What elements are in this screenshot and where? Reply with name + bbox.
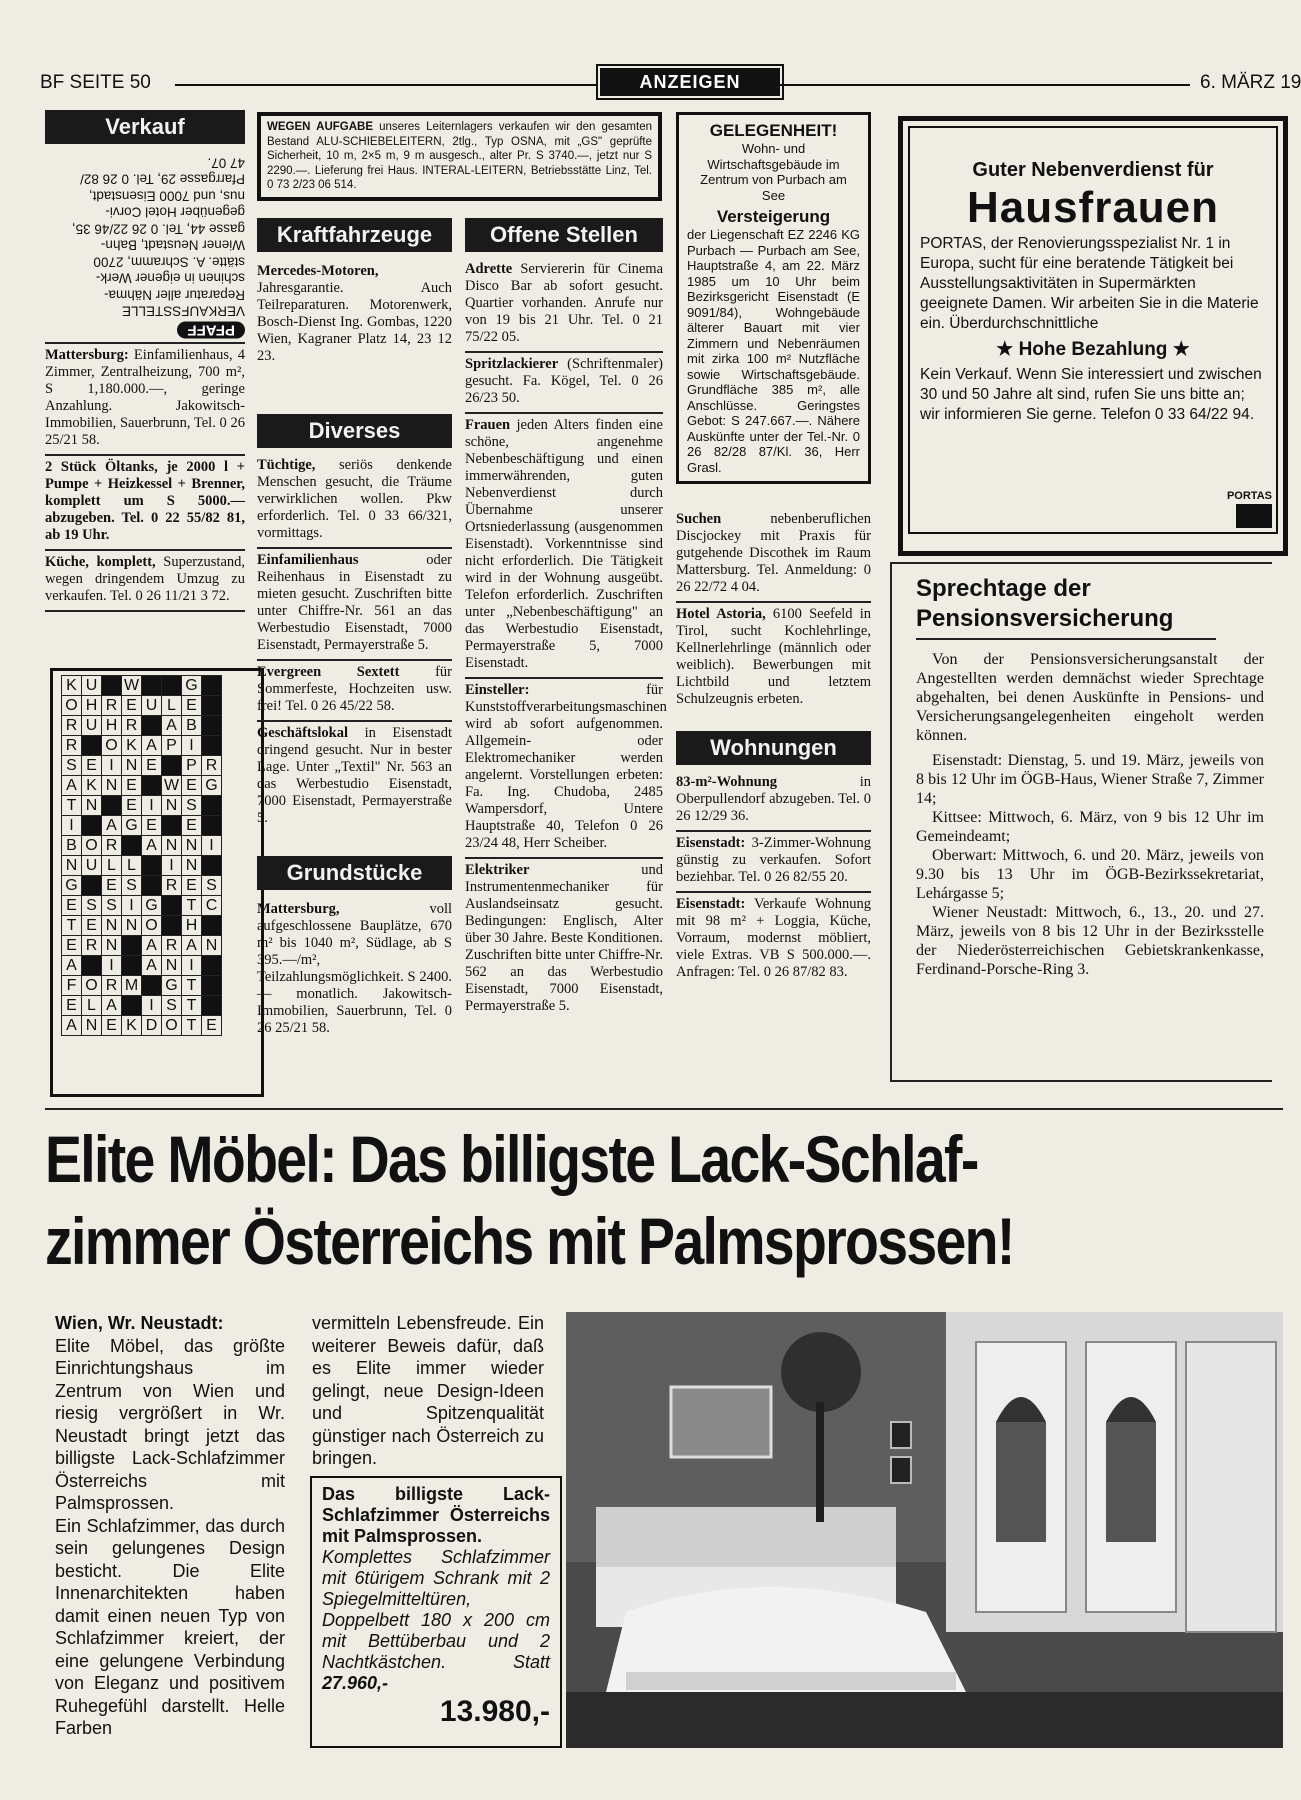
bedroom-illustration bbox=[566, 1312, 1283, 1748]
crossword-cell: N bbox=[62, 856, 82, 876]
crossword-row bbox=[62, 1016, 222, 1036]
elite-text-col1 bbox=[55, 1312, 285, 1740]
elite-box-description: Komplettes Schlafzimmer mit 6türigem Schrank mit 2 Spiegelmitteltüren, Doppelbett 180 x 200 cm mit Bettüberbau und 2 Nachtkästchen. Statt bbox=[322, 1547, 550, 1672]
elite-paragraph: Ein Schlafzimmer, das durch sein gelungenes Design besticht. Die Elite Innenarchitekten haben damit einen neuen Typ von Schlafzimmer kreiert, der eine gelungene Verbindung von Eleganz und positivem Ruhegefühl darstellt. Helle Farben bbox=[55, 1515, 285, 1738]
crossword-cell: N bbox=[82, 1016, 102, 1036]
pfaff-line: Pfarrgasse 29, Tel. 0 26 82/ bbox=[80, 172, 245, 187]
classified-ad bbox=[45, 551, 245, 610]
crossword-cell: E bbox=[102, 876, 122, 896]
portas-body-2: Kein Verkauf. Wenn Sie interessiert und zwischen 30 und 50 Jahre alt sind, rufen Sie uns bitte an; wir informieren Sie gerne. Telefon 0 33 64/22 94. bbox=[920, 366, 1262, 423]
crossword-cell: E bbox=[62, 936, 82, 956]
crossword-cell: N bbox=[102, 936, 122, 956]
crossword-black-cell bbox=[82, 956, 102, 976]
crossword-row bbox=[62, 896, 222, 916]
crossword-cell: K bbox=[82, 776, 102, 796]
crossword-row bbox=[62, 736, 222, 756]
crossword-cell: I bbox=[62, 816, 82, 836]
ad-lead: Elektriker bbox=[465, 862, 530, 878]
crossword-cell: O bbox=[162, 1016, 182, 1036]
ad-body: für Kunststoffverarbeitungsmaschinen wird ab sofort aufgenommen. Allgemein- oder Elektromechaniker werden angelernt. Vorstellungen erbeten: Fa. Ing. Chudoba, 2485 Wampersdorf, Untere Hauptstraße 40, Telefon 0 26 23/24 48, Herr Scheiber. bbox=[465, 682, 667, 851]
crossword-cell: R bbox=[162, 936, 182, 956]
crossword-cell: R bbox=[122, 716, 142, 736]
ad-lead: 2 Stück Öltanks, je 2000 l + Pumpe + Heizkessel + Brenner, komplett um S 5000.— abzugeben. Tel. 0 22 55/82 81, ab 19 Uhr. bbox=[45, 458, 245, 543]
crossword-cell: S bbox=[202, 876, 222, 896]
crossword-row bbox=[62, 796, 222, 816]
crossword-cell: B bbox=[62, 836, 82, 856]
crossword-cell: R bbox=[202, 756, 222, 776]
ad-lead: Hotel Astoria, bbox=[676, 606, 766, 622]
crossword-cell: E bbox=[62, 996, 82, 1016]
crossword-cell: I bbox=[142, 996, 162, 1016]
classified-ad bbox=[465, 414, 663, 677]
crossword-black-cell bbox=[162, 896, 182, 916]
crossword-cell: T bbox=[62, 916, 82, 936]
pfaff-line: nus, und 7000 Eisenstadt, bbox=[88, 188, 245, 204]
ad-body: voll aufgeschlossene Bauplätze, 670 m² bis 1040 m², Südlage, ab S 395.—/m², Teilzahlungsmöglichkeit. S 2400.— monatlich. Jakowitsch-Immobilien, Sauerbrunn, Tel. 0 26 25/21 58. bbox=[257, 901, 452, 1036]
elite-headline bbox=[45, 1118, 1283, 1298]
crossword-cell: N bbox=[102, 916, 122, 936]
ad-lead: Frauen bbox=[465, 417, 511, 433]
crossword-cell: U bbox=[82, 716, 102, 736]
crossword-black-cell bbox=[202, 736, 222, 756]
crossword-black-cell bbox=[142, 676, 162, 696]
ad-separator bbox=[45, 610, 245, 612]
crossword-cell: S bbox=[182, 796, 202, 816]
crossword-black-cell bbox=[142, 716, 162, 736]
crossword-cell: N bbox=[182, 856, 202, 876]
classified-ad bbox=[45, 344, 245, 454]
ad-lead: Mercedes-Motoren, bbox=[257, 263, 379, 279]
crossword-cell: H bbox=[102, 716, 122, 736]
crossword-cell: T bbox=[182, 896, 202, 916]
crossword-cell: I bbox=[142, 796, 162, 816]
crossword-row bbox=[62, 856, 222, 876]
crossword-cell: E bbox=[122, 796, 142, 816]
ad-body: Einfamilienhaus, 4 Zimmer, Zentralheizung, 700 m², S 1,180.000.—, geringe Anzahlung. Jakowitsch-Immobilien, Sauerbrunn, Tel. 0 26 25/21 58. bbox=[45, 346, 245, 448]
pension-title: Sprechtage der Pensionsversicherung bbox=[916, 574, 1216, 640]
crossword-cell: I bbox=[202, 836, 222, 856]
crossword-cell: E bbox=[142, 816, 162, 836]
portas-inner bbox=[908, 126, 1278, 534]
crossword-black-cell bbox=[142, 856, 162, 876]
crossword-row bbox=[62, 716, 222, 736]
elite-dateline: Wien, Wr. Neustadt: bbox=[55, 1313, 224, 1333]
elite-paragraph: Elite Möbel, das größte Einrichtungshaus im Zentrum von Wien und riesig vergrößert in Wr. Neustadt bringt jetzt das billigste Lack-Schlafzimmer Österreichs mit Palmsprossen. bbox=[55, 1335, 285, 1513]
crossword-cell: M bbox=[122, 976, 142, 996]
crossword-black-cell bbox=[122, 996, 142, 1016]
crossword-row bbox=[62, 876, 222, 896]
crossword-cell: R bbox=[62, 716, 82, 736]
crossword-black-cell bbox=[202, 976, 222, 996]
crossword-cell: G bbox=[182, 676, 202, 696]
ad-body: seriös denkende Menschen gesucht, die Träume verwirklichen wollen. Pkw erforderlich. Tel. 0 33 66/321, vormittags. bbox=[257, 457, 452, 541]
crossword-row bbox=[62, 816, 222, 836]
bedroom-photo bbox=[566, 1312, 1283, 1748]
crossword-grid bbox=[61, 675, 222, 1036]
ad-lead: Evergreen Sextett bbox=[257, 664, 400, 680]
elite-old-price: 27.960,- bbox=[322, 1673, 389, 1693]
crossword-black-cell bbox=[82, 816, 102, 836]
crossword-row bbox=[62, 756, 222, 776]
crossword-cell: O bbox=[62, 696, 82, 716]
crossword-cell: A bbox=[62, 776, 82, 796]
ad-lead: Einsteller: bbox=[465, 682, 530, 698]
crossword-cell: I bbox=[102, 956, 122, 976]
classified-ad bbox=[465, 679, 667, 857]
crossword-cell: R bbox=[102, 836, 122, 856]
crossword-cell: I bbox=[182, 956, 202, 976]
crossword-cell: N bbox=[182, 836, 202, 856]
ad-body: (Schriftenmaler) gesucht. Fa. Kögel, Tel. 0 26 26/23 50. bbox=[465, 356, 663, 406]
classified-ad bbox=[257, 260, 452, 370]
ad-lead: Spritzlackierer bbox=[465, 356, 559, 372]
crossword-black-cell bbox=[102, 676, 122, 696]
classified-ad bbox=[257, 454, 452, 547]
crossword-cell: L bbox=[82, 996, 102, 1016]
ad-lead: Suchen bbox=[676, 511, 722, 527]
crossword-cell: S bbox=[122, 876, 142, 896]
crossword-cell: K bbox=[122, 736, 142, 756]
ad-lead: Mattersburg: bbox=[45, 346, 129, 363]
ad-body: jeden Alters finden eine schöne, angenehme Nebenbeschäftigung und einen immerwährenden, guten Nebenverdienst durch Übernahme unserer Ortsniederlassung (ausgenommen Eisenstadt). Vorkenntnisse sind nicht erforderlich. Die Tätigkeit wird in der Wohnung ausgeübt. Telefon erforderlich. Zuschriften unter „Nebenbeschäftigung" an das Werbestudio Eisenstadt, Permayerstraße 5, 7000 Eisenstadt. bbox=[465, 417, 663, 671]
crossword-cell: N bbox=[162, 956, 182, 976]
section-heading-diverses: Diverses bbox=[257, 414, 452, 448]
crossword-cell: E bbox=[182, 696, 202, 716]
crossword-cell: T bbox=[62, 796, 82, 816]
crossword-cell: N bbox=[122, 756, 142, 776]
crossword-cell: U bbox=[82, 676, 102, 696]
classified-ad bbox=[257, 898, 452, 1042]
versteigerung-box bbox=[676, 112, 871, 484]
elite-headline-line1: Elite Möbel: Das billigste Lack-Schlaf- bbox=[45, 1122, 978, 1196]
crossword-cell: O bbox=[102, 736, 122, 756]
classified-ad bbox=[465, 353, 663, 412]
page-divider bbox=[45, 1108, 1283, 1110]
column-gelegenheit bbox=[676, 112, 871, 986]
section-heading-offene-stellen: Offene Stellen bbox=[465, 218, 663, 252]
crossword-cell: G bbox=[162, 976, 182, 996]
crossword-cell: K bbox=[62, 676, 82, 696]
classified-ad bbox=[676, 832, 871, 891]
crossword-cell: T bbox=[182, 976, 202, 996]
ad-lead: Eisenstadt: bbox=[676, 896, 746, 912]
crossword-row bbox=[62, 916, 222, 936]
elite-price: 13.980,- bbox=[439, 1695, 550, 1728]
crossword-cell: N bbox=[162, 836, 182, 856]
ad-body: und Instrumentenmechaniker für Auslandseinsatz gesucht. Bedingungen: Englisch, Alter über 30 Jahre. Beste Konditionen. Zuschriften bitte unter Chiffre-Nr. 562 an das Werbestudio Eisenstadt, 7000 Eisenstadt, Permayerstraße 5. bbox=[465, 862, 663, 1014]
leitern-ad bbox=[257, 112, 662, 201]
crossword-cell: P bbox=[182, 756, 202, 776]
crossword-black-cell bbox=[202, 816, 222, 836]
crossword-cell: S bbox=[82, 896, 102, 916]
crossword-cell: E bbox=[182, 776, 202, 796]
pfaff-line: Reparatur aller Nähma- bbox=[103, 287, 245, 303]
classified-ad bbox=[257, 549, 452, 659]
crossword-cell: E bbox=[142, 756, 162, 776]
ad-body: in Eisenstadt dringend gesucht. Nur in bester Lage. Unter „Textil" Nr. 563 an das Werbestudio Eisenstadt, 7000 Eisenstadt, Permayerstraße 5. bbox=[257, 725, 452, 826]
versteigerung-title: GELEGENHEIT! bbox=[709, 121, 838, 140]
crossword-cell: O bbox=[82, 976, 102, 996]
crossword-cell: C bbox=[202, 896, 222, 916]
header-rule-left bbox=[175, 84, 600, 86]
crossword-cell: H bbox=[82, 696, 102, 716]
crossword-cell: S bbox=[62, 756, 82, 776]
pfaff-line: gegenüber Hotel Corvi- bbox=[105, 205, 245, 220]
crossword-cell: O bbox=[142, 916, 162, 936]
crossword-black-cell bbox=[142, 876, 162, 896]
pfaff-logo: PFAFF bbox=[178, 322, 246, 339]
crossword-cell: E bbox=[82, 756, 102, 776]
portas-title: Hausfrauen bbox=[966, 183, 1220, 232]
crossword-cell: A bbox=[162, 716, 182, 736]
section-heading-kfz: Kraftfahrzeuge bbox=[257, 218, 452, 252]
crossword-black-cell bbox=[202, 956, 222, 976]
pfaff-line: stätte. A. Schramm, 2700 bbox=[93, 254, 245, 270]
crossword-row bbox=[62, 956, 222, 976]
crossword-cell: I bbox=[122, 896, 142, 916]
crossword-cell: E bbox=[122, 696, 142, 716]
ad-lead: Adrette bbox=[465, 261, 513, 277]
classified-ad bbox=[676, 508, 871, 601]
ad-body: nebenberuflichen Discjockey mit Praxis für gutgehende Discothek im Raum Mattersburg. Tel. Anmeldung: 0 26 22/72 4 04. bbox=[676, 511, 871, 595]
crossword-cell: T bbox=[182, 1016, 202, 1036]
crossword-row bbox=[62, 836, 222, 856]
versteigerung-subtitle: Wohn- und Wirtschaftsgebäude im Zentrum von Purbach am See bbox=[700, 141, 847, 203]
crossword-cell: R bbox=[82, 936, 102, 956]
crossword-black-cell bbox=[202, 916, 222, 936]
crossword-black-cell bbox=[202, 996, 222, 1016]
crossword-cell: R bbox=[102, 696, 122, 716]
crossword-cell: E bbox=[182, 876, 202, 896]
crossword-cell: E bbox=[62, 896, 82, 916]
crossword-cell: E bbox=[182, 816, 202, 836]
crossword-black-cell bbox=[162, 676, 182, 696]
crossword-cell: H bbox=[182, 916, 202, 936]
page-header bbox=[40, 68, 1301, 98]
leitern-body: unseres Leiternlagers verkaufen wir den gesamten Bestand ALU-SCHIEBELEITERN, 2tlg., Typ OSNA, mit „GS" geprüfte Sicherheit, 10 m, 2×5 m, 9 m ausgesch., alter Pr. S 3740.—, jetzt nur S 2290.—. Lieferung frei Haus. INTERAL-LEITERN, Betriebsstätte Linz, Tel. 0 73 2/23 06 514. bbox=[267, 121, 652, 191]
elite-box-lead: Das billigste Lack-Schlafzimmer Österreichs mit Palmsprossen. bbox=[322, 1484, 550, 1546]
crossword-row bbox=[62, 696, 222, 716]
crossword-cell: R bbox=[162, 876, 182, 896]
ad-lead: Küche, komplett, bbox=[45, 553, 156, 570]
ad-lead: Mattersburg, bbox=[257, 901, 340, 917]
crossword-cell: N bbox=[162, 796, 182, 816]
classified-ad bbox=[257, 722, 452, 832]
pension-item: Oberwart: Mittwoch, 6. und 20. März, jeweils von 9.30 bis 13 Uhr im ÖGB-Bezirkssekretariat, Lehárgasse 5; bbox=[916, 847, 1264, 902]
pfaff-line: 47 07. bbox=[207, 155, 245, 171]
elite-headline-line2: zimmer Österreichs mit Palmsprossen! bbox=[45, 1204, 1014, 1278]
pfaff-ad-text bbox=[45, 154, 245, 338]
page-number: BF SEITE 50 bbox=[40, 72, 151, 93]
header-rule-right bbox=[780, 84, 1190, 86]
elite-paragraph: vermitteln Lebensfreude. Ein weiterer Beweis dafür, daß es Elite immer wieder gelingt, neue Design-Ideen und Spitzenqualität günstiger nach Österreich zu bringen. bbox=[312, 1313, 544, 1468]
crossword-cell: E bbox=[202, 1016, 222, 1036]
crossword-cell: G bbox=[142, 896, 162, 916]
portas-logo-mark bbox=[1236, 504, 1272, 528]
crossword-black-cell bbox=[122, 936, 142, 956]
portas-kicker: Guter Nebenverdienst für bbox=[972, 159, 1214, 181]
crossword-cell: B bbox=[182, 716, 202, 736]
crossword-black-cell bbox=[142, 776, 162, 796]
portas-pay: ★ Hohe Bezahlung ★ bbox=[996, 339, 1190, 360]
crossword-cell: R bbox=[102, 976, 122, 996]
crossword-black-cell bbox=[162, 756, 182, 776]
crossword-cell: A bbox=[62, 956, 82, 976]
ad-body: Verkaufe Wohnung mit 98 m² + Loggia, Küche, Vorraum, modernst möbliert, viele Extras. VB S 500.000.—. Anfragen: Tel. 0 26 87/82 83. bbox=[676, 896, 871, 980]
crossword-cell: A bbox=[62, 1016, 82, 1036]
crossword-cell: L bbox=[122, 856, 142, 876]
crossword-row bbox=[62, 996, 222, 1016]
crossword-cell: A bbox=[142, 836, 162, 856]
pfaff-line: schinen in eigener Werk- bbox=[95, 271, 245, 286]
crossword-cell: N bbox=[202, 936, 222, 956]
crossword-cell: E bbox=[102, 1016, 122, 1036]
classified-ad bbox=[465, 859, 663, 1020]
crossword-black-cell bbox=[122, 956, 142, 976]
column-verkauf bbox=[45, 110, 245, 612]
crossword-cell: N bbox=[82, 796, 102, 816]
crossword-cell: S bbox=[162, 996, 182, 1016]
crossword-cell: S bbox=[102, 896, 122, 916]
ad-body: Superzustand, wegen dringendem Umzug zu verkaufen. Tel. 0 26 11/21 3 72. bbox=[45, 553, 246, 604]
ad-lead: Einfamilienhaus bbox=[257, 552, 359, 568]
crossword-cell: A bbox=[102, 816, 122, 836]
portas-body: PORTAS, der Renovierungsspezialist Nr. 1 in Europa, sucht für eine beratende Tätigkeit bei Ausstellungsaktivitäten in Supermärkten geeignete Damen. Wir arbeiten Sie in die Materie ein. Überdurchschnittliche bbox=[920, 235, 1259, 332]
elite-box-text bbox=[322, 1547, 550, 1694]
crossword-black-cell bbox=[202, 796, 222, 816]
section-label: ANZEIGEN bbox=[600, 68, 780, 96]
crossword-black-cell bbox=[202, 676, 222, 696]
pension-notice bbox=[890, 562, 1272, 1082]
ad-body: oder Reihenhaus in Eisenstadt zu mieten gesucht. Zuschriften bitte unter Chiffre-Nr. 561 an das Werbestudio Eisenstadt, 7000 Eisenstadt, Permayerstraße 5. bbox=[257, 552, 452, 653]
ad-body: in Oberpullendorf abzugeben. Tel. 0 26 12/29 36. bbox=[676, 774, 871, 824]
crossword-solution bbox=[50, 668, 264, 1097]
ad-body: 6100 Seefeld in Tirol, sucht Kochlehrlinge, Kellnerlehrlinge (männlich oder weiblich). Bewerbungen mit Lichtbild und letztem Schulzeugnis erbeten. bbox=[676, 606, 871, 707]
classified-ad bbox=[257, 661, 452, 720]
crossword-cell: K bbox=[122, 1016, 142, 1036]
crossword-cell: N bbox=[122, 916, 142, 936]
classified-ad bbox=[676, 893, 871, 986]
crossword-cell: G bbox=[202, 776, 222, 796]
crossword-black-cell bbox=[82, 736, 102, 756]
crossword-cell: E bbox=[122, 776, 142, 796]
crossword-black-cell bbox=[142, 976, 162, 996]
ad-lead: 83-m²-Wohnung bbox=[676, 774, 778, 790]
crossword-cell: P bbox=[162, 736, 182, 756]
crossword-black-cell bbox=[162, 816, 182, 836]
ad-body: Serviererin für Cinema Disco Bar ab sofort gesucht. Quartier vorhanden. Anrufe nur von 19 bis 21 Uhr. Tel. 0 21 75/22 05. bbox=[465, 261, 663, 345]
crossword-cell: T bbox=[182, 996, 202, 1016]
crossword-cell: A bbox=[142, 736, 162, 756]
crossword-cell: I bbox=[162, 856, 182, 876]
crossword-cell: G bbox=[122, 816, 142, 836]
crossword-black-cell bbox=[202, 696, 222, 716]
pfaff-line: Wiener Neustadt, Bahn- bbox=[100, 238, 245, 253]
crossword-cell: W bbox=[122, 676, 142, 696]
column-kfz bbox=[257, 218, 452, 1042]
classified-ad bbox=[676, 603, 871, 713]
pension-intro: Von der Pensionsversicherungsanstalt der Angestellten werden demnächst wieder Sprechtage abgehalten, bei denen Auskünfte in Pensions- und Versicherungsangelegenheiten eingeholt werden können. bbox=[916, 651, 1264, 744]
pension-item: Wiener Neustadt: Mittwoch, 6., 13., 20. und 27. März, jeweils von 8 bis 12 Uhr in der Bezirksstelle der Niederösterreichischen Gebietskrankenkasse, Ferdinand-Porsche-Ring 3. bbox=[916, 904, 1264, 978]
crossword-row bbox=[62, 676, 222, 696]
leitern-lead: WEGEN AUFGABE bbox=[267, 121, 373, 133]
crossword-cell: L bbox=[102, 856, 122, 876]
ad-body: 3-Zimmer-Wohnung günstig zu verkaufen. Sofort beziehbar. Tel. 0 26 82/55 20. bbox=[676, 835, 871, 885]
crossword-cell: U bbox=[82, 856, 102, 876]
crossword-cell: A bbox=[142, 956, 162, 976]
section-heading-wohnungen: Wohnungen bbox=[676, 731, 871, 765]
classified-ad bbox=[465, 258, 663, 351]
portas-ad bbox=[898, 116, 1288, 556]
elite-text-col2 bbox=[312, 1312, 544, 1470]
pension-item: Eisenstadt: Dienstag, 5. und 19. März, jeweils von 8 bis 12 Uhr im ÖGB-Haus, Wiener Straße 7, Zimmer 14; bbox=[916, 752, 1264, 807]
pfaff-line: VERKAUFSSTELLE bbox=[121, 304, 245, 319]
crossword-black-cell bbox=[162, 916, 182, 936]
crossword-black-cell bbox=[82, 876, 102, 896]
versteigerung-text: der Liegenschaft EZ 2246 KG Purbach — Purbach am See, Hauptstraße 4, am 22. März 1985 um 10 Uhr beim Bezirksgericht Eisenstadt (E 9091/84), Wohngebäude älterer Bauart mit vier Zimmern und Nebenräumen mit zirka 100 m² Nutzfläche sowie Wirtschaftsgebäude. Grundfläche 385 m², alle Anschlüsse. Geringstes Gebot: S 247.667.—. Nähere Auskünfte unter der Tel.-Nr. 0 26 82/28 87/Kl. 36, Herr Grasl. bbox=[687, 227, 860, 475]
crossword-cell: N bbox=[102, 776, 122, 796]
classified-ad bbox=[45, 456, 245, 549]
ad-lead: Geschäftslokal bbox=[257, 725, 349, 741]
crossword-cell: L bbox=[162, 696, 182, 716]
elite-price-box bbox=[310, 1476, 562, 1748]
crossword-cell: O bbox=[82, 836, 102, 856]
crossword-cell: A bbox=[102, 996, 122, 1016]
ad-lead: Tüchtige, bbox=[257, 457, 316, 473]
crossword-black-cell bbox=[122, 836, 142, 856]
ad-lead: Eisenstadt: bbox=[676, 835, 746, 851]
crossword-cell: U bbox=[142, 696, 162, 716]
portas-logo: PORTAS bbox=[1226, 490, 1272, 502]
classified-ad bbox=[676, 771, 871, 830]
crossword-black-cell bbox=[102, 796, 122, 816]
versteigerung-heading: Versteigerung bbox=[716, 207, 831, 226]
crossword-cell: A bbox=[182, 936, 202, 956]
crossword-cell: A bbox=[142, 936, 162, 956]
section-heading-grundstuecke: Grundstücke bbox=[257, 856, 452, 890]
ad-body: für Sommerfeste, Hochzeiten usw. frei! Tel. 0 26 45/22 58. bbox=[257, 664, 452, 714]
crossword-cell: E bbox=[82, 916, 102, 936]
leitern-box bbox=[257, 112, 662, 201]
crossword-black-cell bbox=[202, 856, 222, 876]
pfaff-line: gasse 44, Tel. 0 26 22/46 35, bbox=[71, 221, 245, 237]
crossword-row bbox=[62, 936, 222, 956]
pension-item: Kittsee: Mittwoch, 6. März, von 9 bis 12 Uhr im Gemeindeamt; bbox=[916, 809, 1264, 845]
column-offene-stellen bbox=[465, 218, 667, 1020]
section-heading-verkauf: Verkauf bbox=[45, 110, 245, 144]
crossword-cell: W bbox=[162, 776, 182, 796]
crossword-cell: I bbox=[182, 736, 202, 756]
pfaff-ad bbox=[45, 150, 245, 342]
crossword-black-cell bbox=[202, 716, 222, 736]
ad-body: Jahresgarantie. Auch Teilreparaturen. Motorenwerk, Bosch-Dienst Ing. Gombas, 1220 Wien, Kagraner Platz 14, 23 12 23. bbox=[257, 280, 452, 364]
crossword-cell: R bbox=[62, 736, 82, 756]
crossword-row bbox=[62, 776, 222, 796]
crossword-cell: G bbox=[62, 876, 82, 896]
crossword-cell: D bbox=[142, 1016, 162, 1036]
crossword-cell: F bbox=[62, 976, 82, 996]
issue-date: 6. MÄRZ 19 bbox=[1200, 72, 1301, 93]
crossword-cell: I bbox=[102, 756, 122, 776]
crossword-row bbox=[62, 976, 222, 996]
